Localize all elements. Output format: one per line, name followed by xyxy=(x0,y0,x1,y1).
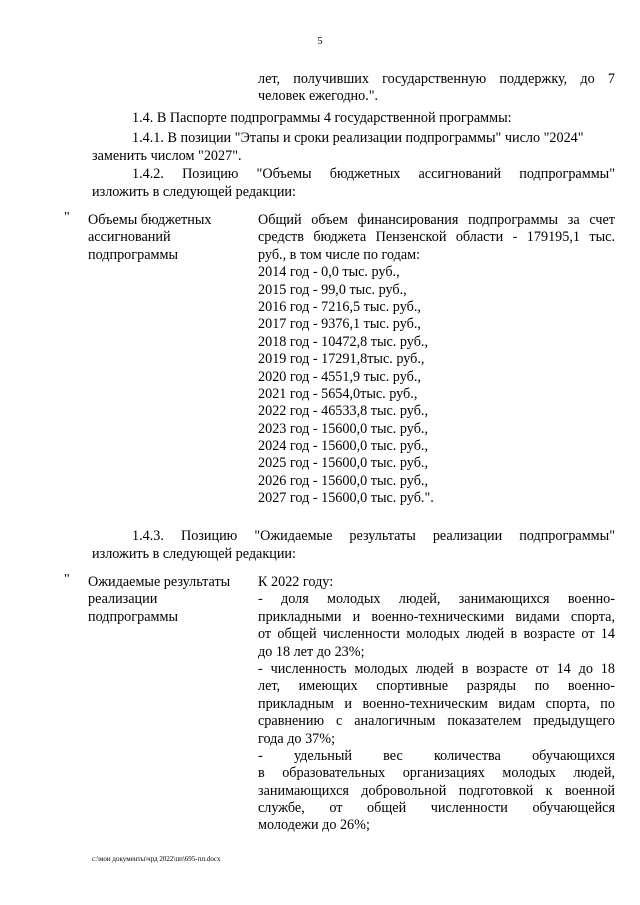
table2-right-line: занимающихся добровольной подготовкой к военной xyxy=(258,782,615,799)
table2-left-line: подпрограммы xyxy=(88,608,178,625)
table1-year-line: 2024 год - 15600,0 тыс. руб., xyxy=(258,438,429,455)
paragraph-1-4-2-line2: изложить в следующей редакции: xyxy=(92,184,296,200)
continuation-line-2: человек ежегодно.". xyxy=(258,88,379,104)
table1-year-line: 2025 год - 15600,0 тыс. руб., xyxy=(258,455,429,472)
table1-year-line: 2026 год - 15600,0 тыс. руб., xyxy=(258,472,429,489)
table1-opening-quote: " xyxy=(64,210,70,225)
table2-right-cell xyxy=(258,574,615,835)
table1-left-cell xyxy=(88,212,248,264)
table1-year-line: 2018 год - 10472,8 тыс. руб., xyxy=(258,333,429,350)
paragraph-1-4-2-line1: 1.4.2. Позицию "Объемы бюджетных ассигнований подпрограммы" xyxy=(132,166,615,182)
table2-right-line: прикладным и военно-техническим видам спорта, по xyxy=(258,695,615,712)
table1-year-line: 2015 год - 99,0 тыс. руб., xyxy=(258,281,407,298)
table1-year-line: 2016 год - 7216,5 тыс. руб., xyxy=(258,298,421,315)
table2-left-line: Ожидаемые результаты xyxy=(88,574,231,590)
table2-right-line: лет, имеющих спортивные разряды по военно- xyxy=(258,678,615,695)
table2-right-line: прикладными и военно-техническими видами спорта, xyxy=(258,608,615,625)
paragraph-1-4-3-line1: 1.4.3. Позицию "Ожидаемые результаты реализации подпрограммы" xyxy=(132,528,615,544)
table2-right-line: - численность молодых людей в возрасте от 14 до 18 xyxy=(258,660,615,677)
table1-right-line: Общий объем финансирования подпрограммы за счет xyxy=(258,212,615,228)
table1-year-line: 2014 год - 0,0 тыс. руб., xyxy=(258,264,400,281)
paragraph-1-4-1-line2: заменить числом "2027". xyxy=(92,148,242,164)
table1-right-line: средств бюджета Пензенской области - 179195,1 тыс. xyxy=(258,229,615,246)
table2-right-line: от общей численности молодых людей в возрасте от 14 xyxy=(258,626,615,643)
table1-year-line: 2020 год - 4551,9 тыс. руб., xyxy=(258,368,421,385)
table2-left-line: реализации xyxy=(88,591,158,608)
table1-year-line: 2027 год - 15600,0 тыс. руб.". xyxy=(258,490,434,507)
table2-right-line: сравнению с аналогичным показателем предыдущего xyxy=(258,713,615,730)
table2-right-line: в образовательных организациях молодых людей, xyxy=(258,765,615,782)
table1-year-line: 2019 год - 17291,8тыс. руб., xyxy=(258,351,425,368)
file-path-footer: c:\мои документы\чрд 2022\пп\695-пп.docx xyxy=(92,855,221,863)
table2-right-line: до 18 лет до 23%; xyxy=(258,643,365,660)
table1-year-line: 2022 год - 46533,8 тыс. руб., xyxy=(258,403,429,420)
table2-right-line: - доля молодых людей, занимающихся военно- xyxy=(258,591,615,608)
table2-right-line: службе, от общей численности обучающейся xyxy=(258,800,615,817)
page-number: 5 xyxy=(317,36,323,47)
table1-year-line: 2017 год - 9376,1 тыс. руб., xyxy=(258,316,421,333)
table1-right-cell xyxy=(258,212,615,508)
table1-year-line: 2023 год - 15600,0 тыс. руб., xyxy=(258,420,429,437)
table2-left-cell xyxy=(88,574,248,626)
paragraph-1-4-1-line1: 1.4.1. В позиции "Этапы и сроки реализации подпрограммы" число "2024" xyxy=(132,130,584,146)
table2-right-line: К 2022 году: xyxy=(258,574,334,590)
table1-left-line: Объемы бюджетных xyxy=(88,212,212,228)
continuation-line-1: лет, получивших государственную поддержку, до 7 xyxy=(258,71,615,87)
table1-left-line: подпрограммы xyxy=(88,246,178,263)
table1-year-line: 2021 год - 5654,0тыс. руб., xyxy=(258,385,418,402)
table1-right-line: руб., в том числе по годам: xyxy=(258,246,421,263)
paragraph-1-4: 1.4. В Паспорте подпрограммы 4 государственной программы: xyxy=(132,110,512,126)
table1-left-line: ассигнований xyxy=(88,229,171,246)
table2-right-line: - удельный вес количества обучающихся xyxy=(258,747,615,764)
paragraph-1-4-3-line2: изложить в следующей редакции: xyxy=(92,546,296,562)
table2-opening-quote: " xyxy=(64,572,70,587)
table2-right-line: года до 37%; xyxy=(258,730,336,747)
table2-right-line: молодежи до 26%; xyxy=(258,817,370,834)
